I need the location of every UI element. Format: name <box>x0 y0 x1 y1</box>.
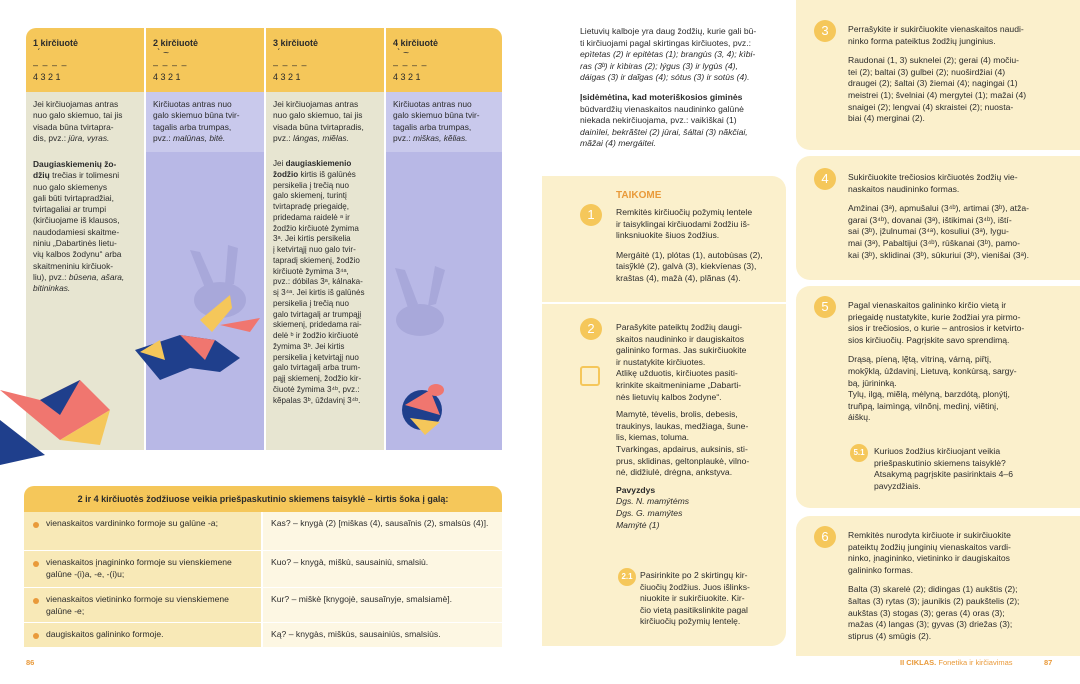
rule-cell <box>146 92 264 152</box>
line: Kirčiuotas antras nuo <box>153 99 232 109</box>
line: pvz.: dóbilas 3ᵃ, kálnaka- <box>273 277 363 287</box>
accent-mark: ˋ ~ <box>157 48 169 59</box>
line: čiuotė žymima 3⁴ᵇ, pvz.: <box>273 384 360 394</box>
line: pvz.: <box>153 132 174 143</box>
task-number: 3 <box>814 20 836 42</box>
line: galo tvirtagalį arba trum- <box>273 363 361 373</box>
digits: 4 3 2 1 <box>153 72 181 82</box>
taikome-label: TAIKOME <box>616 190 662 201</box>
line: truñpą, laimìngą, vilnõnį, medìnį, viẽtinį, <box>848 400 999 411</box>
line: lis, kiemas, toluma. <box>616 432 690 443</box>
line: žodžio kirčiuotė žymima <box>273 223 359 233</box>
divider <box>542 302 786 304</box>
line: Remkitės kirčiuočių požymių lentele <box>616 207 753 217</box>
line: delė ᵇ ir žodžio kirčiuotė <box>273 331 359 340</box>
line: taisỹklė (2), galvà (3), kiekvíenas (3), <box>616 261 757 272</box>
line: būdvardžių vienaskaitos naudininko galūnė <box>580 103 744 114</box>
line: tapradį skiemenį, žodžio <box>273 255 360 265</box>
line: kẽpalas 3ᵇ, ūždavinį 3⁴ᵇ. <box>273 395 361 405</box>
line: kraštas (4), mažà (4), plãnas (4). <box>616 272 741 283</box>
line: į ketvirtąjį nuo galo tvir- <box>273 245 356 254</box>
intro-text <box>580 26 780 150</box>
column-header <box>386 28 502 92</box>
line: dáigas (3) ir daĩgas (4); sótus (3) ir sotùs (4). <box>580 72 750 83</box>
line: linksniuokite šiuos žodžius. <box>616 230 720 241</box>
stress-shift-table <box>24 486 502 648</box>
line: aukštas (3) stogas (3); geras (4) oras (3); <box>848 607 1005 618</box>
table-row <box>24 588 502 623</box>
line: Dgs. G. mamýtes <box>616 507 683 518</box>
line: skaitmeniniu kirčiuok- <box>33 260 114 271</box>
line: Mamýtė (1) <box>616 519 660 530</box>
line: pvz.: <box>273 132 294 143</box>
task-5 <box>848 300 1070 424</box>
line: stiprus (4) smūgis (2). <box>848 630 932 641</box>
line: Jei kirčiuojamas antras <box>273 99 359 109</box>
column-header <box>26 28 144 92</box>
line: sai (3ᵇ), įžulnumai (3⁴ᵃ), kosuliui (3ᵃ), lygu- <box>848 226 1009 237</box>
bold-line: žodžio <box>273 169 299 179</box>
line: niuokite ir sukirčiuokite. Kir- <box>640 593 745 604</box>
line: galininko formas. <box>848 564 913 575</box>
line: Jei kirčiuojamas antras <box>33 99 119 109</box>
line: ir taisyklingai kirčiuodami žodžiu iš- <box>616 218 750 229</box>
line: (kirčiuojame iš klausos, <box>33 215 120 226</box>
task-3 <box>848 24 1070 125</box>
line: naskaitos naudininko formas. <box>848 183 960 194</box>
bold-line: daugiaskiemenio <box>285 159 352 168</box>
line: Jei <box>273 159 284 168</box>
example: miškas, kẽlias. <box>413 132 468 143</box>
line: áiškų. <box>848 412 871 423</box>
digits: 4 3 2 1 <box>33 72 61 82</box>
chapter-label: II CIKLAS. <box>900 658 937 667</box>
line: Pasirinkite po 2 skirtingų kir- <box>640 570 748 580</box>
line: nuo galo skiemenys <box>33 181 108 192</box>
line: sios ir trečiosios, o kurie – antrosios ir ketvirto- <box>848 323 1025 334</box>
line: nuo galo skiemuo, tai jis <box>273 110 363 121</box>
line: priegaidę nustatykite, kurie žodžiai yra pirmo- <box>848 311 1021 322</box>
line: tvirtagaliai ar trumpi <box>33 204 107 215</box>
task-number: 6 <box>814 526 836 548</box>
line: Kirčiuotas antras nuo <box>393 99 472 109</box>
line: tagalis arba trumpas, <box>393 121 472 132</box>
line: čio vietą pasitikslinkite pagal <box>640 604 748 615</box>
line: meistrei (1); švelniai (4) mergytei (1); mažai (4) <box>848 89 1027 100</box>
rule-example: Kuo? – knygà, miškù, sausainiù, smalsiù. <box>263 551 502 587</box>
line: biai (4) merginai (2). <box>848 113 925 124</box>
line: naudodamiesi skaitme- <box>33 226 120 237</box>
line: sį 3⁴ᵃ. Jei kirtis iš galūnės <box>273 288 365 297</box>
line: pąjį skiemenį, žodžio kir- <box>273 374 362 383</box>
accent-mark: ˊ <box>277 48 281 59</box>
rule-cell <box>26 92 144 152</box>
line: Įsidėmėtina, kad moteriškosios giminės <box>580 91 743 102</box>
line: nuo galo skiemuo, tai jis <box>33 110 123 121</box>
accent-mark: ˊ <box>37 48 41 59</box>
subtask-number: 5.1 <box>850 444 868 462</box>
line: 3ᵃ. Jei kirtis persikelia <box>273 234 351 244</box>
line: kirčiuočių požymių lentelę. <box>640 616 741 627</box>
example: jūra, vyras. <box>68 132 110 143</box>
line: epìtetas (2) ir epitètas (1); brangùs (3, 4); kìbi- <box>580 49 756 60</box>
dashes: – – – – <box>273 60 308 70</box>
line: galininko formas. Jas sukirčiuokite <box>616 345 747 356</box>
line: galo tvirtagalį ar trumpąjį <box>273 309 362 319</box>
line: ninko, įnagininko, vietininko ir daugiskaitos <box>848 553 1010 564</box>
line: Atlikę užduotis, kirčiuotes pasiti- <box>616 368 738 379</box>
line: trečias ir tolimesni <box>52 170 120 181</box>
line: Remkitės nurodyta kirčiuote ir sukirčiuokite <box>848 530 1011 540</box>
line: tagalis arba trumpas, <box>153 121 232 132</box>
line: skiemenį, pridedama rai- <box>273 320 362 330</box>
table-row <box>24 623 502 648</box>
line: Atsakymą pagrįskite pasirinktais 4–6 <box>874 469 1013 480</box>
line: pateiktų žodžių junginių vienaskaitos vardi- <box>848 541 1011 552</box>
dashes: – – – – <box>33 60 68 70</box>
line: mažas (4) langas (3); gyvas (3) driežas (3); <box>848 619 1013 630</box>
line: ninko forma pateiktus žodžių junginius. <box>848 35 996 46</box>
line: Perrašykite ir sukirčiuokite vienaskaitos naudi- <box>848 24 1024 34</box>
task-number: 5 <box>814 296 836 318</box>
line: Sukirčiuokite trečiosios kirčiuotės žodžių vie- <box>848 172 1018 182</box>
rule-cell <box>266 92 384 152</box>
task-2 <box>616 322 784 531</box>
line: persikelia į trečią nuo <box>273 298 350 308</box>
task-1 <box>616 207 784 285</box>
line: Amžinai (3ᵃ), apmušalui (3⁴ᵇ), artimai (3ᵇ), atža- <box>848 203 1030 214</box>
line: kai (3ᵇ), sklidinai (3ᵇ), sūkuriui (3ᵇ), vienišai (3ᵃ). <box>848 249 1030 260</box>
line: dainìlei, bekrãštei (2) jūrai, šáltai (3) nãkčiai, <box>580 126 748 137</box>
example: būsena, ašara, <box>68 271 125 282</box>
dashes: – – – – <box>393 60 428 70</box>
line: mãžai (4) mergáitei. <box>580 138 656 149</box>
line: Dgs. N. mamýtėms <box>616 496 690 507</box>
line: persikelia į ketvirtąjį nuo <box>273 352 359 362</box>
rule-text: vienaskaitos vietininko formoje su vienskiemene galūne -e; <box>24 588 261 622</box>
line: Mamytė, tėvelis, brolis, debesis, <box>616 409 738 420</box>
digits: 4 3 2 1 <box>273 72 301 82</box>
line: traukinys, laukas, medžiaga, šune- <box>616 420 749 431</box>
line: niekada nekirčiuojama, pvz.: vaikìškai (1) <box>580 115 737 126</box>
line: skaitos naudininko ir daugiskaitos <box>616 333 745 344</box>
rabbit-shadow-icon <box>190 245 445 336</box>
table-row <box>24 512 502 551</box>
rule-cell <box>386 92 502 152</box>
line: kirčiuotė žymima 3⁴ᵃ, <box>273 266 349 276</box>
bold-line: džių <box>33 170 50 181</box>
task-6 <box>848 530 1070 642</box>
line: tvirtapradę priegaidę, <box>273 202 350 211</box>
line: Mergáitė (1), plótas (1), autobùsas (2), <box>616 249 763 260</box>
accent-mark: ˋ ~ <box>397 48 409 59</box>
column-title: 1 kirčiuotė <box>33 38 79 48</box>
chapter-title: Fonetika ir kirčiavimas <box>938 658 1013 667</box>
line: mokỹklą, ùždavinį, Lietuvą, konkùrsą, sargy- <box>848 365 1017 376</box>
line: ras (3ᵇ) ir kìbiras (2); lýgus (3) ir lygùs (4), <box>580 60 738 71</box>
line: nės lietuvių kalbos žodyne“. <box>616 391 722 402</box>
line: Balta (3) skarelė (2); didingas (1) aukštis (2); <box>848 584 1018 595</box>
example: lángas, miẽlas. <box>293 132 349 143</box>
line: dis, pvz.: <box>33 132 69 143</box>
task-number: 4 <box>814 168 836 190</box>
line: Tylų, ilgą, miẽlą, mėlyną, barzdótą, plonýtį, <box>848 389 1010 400</box>
table-heading: 2 ir 4 kirčiuotės žodžiuose veikia priešpaskutinio skiemens taisyklė – kirtis šoka į galą: <box>24 486 502 512</box>
dashes: – – – – <box>153 60 188 70</box>
line: draugei (2); šaltai (3) žiemai (4); nagingai (1) <box>848 78 1018 89</box>
line: galo skiemuo būna tvir- <box>393 110 480 121</box>
rule-text: vienaskaitos vardininko formoje su galūne -a; <box>24 512 261 550</box>
task-5-1 <box>874 446 1070 492</box>
line: kirtis iš galūnės <box>300 169 356 179</box>
line: Kuriuos žodžius kirčiuojant veikia <box>874 446 1001 456</box>
line: ir nustatykite kirčiuotes. <box>616 356 706 367</box>
subtask-number: 2.1 <box>618 568 636 586</box>
line: tei (2); baltai (3) gulbei (2); nuoširdžiai (4) <box>848 66 1006 77</box>
line: visada būna tvirtapra- <box>33 121 114 132</box>
table-row <box>24 551 502 588</box>
line: Lietuvių kalboje yra daug žodžių, kurie gali bū- <box>580 26 757 36</box>
line: mai (3ᵃ), Pabaltijui (3⁴ᵇ), rūškanai (3ᵇ), pamo- <box>848 237 1020 248</box>
fox-tail-icon <box>0 380 110 465</box>
chapter-footer <box>900 658 1013 667</box>
rule-example: Kur? – miškè [knygojè, sausaĩnyje, smalsiamè]. <box>263 588 502 622</box>
digital-resource-icon <box>580 366 600 386</box>
task-number: 2 <box>580 318 602 340</box>
rule-text: vienaskaitos įnagininko formoje su vienskiemene galūne -(i)a, -e, -(i)u; <box>24 551 261 587</box>
line: niniu „Dabartinės lietu- <box>33 238 117 249</box>
task-number: 1 <box>580 204 602 226</box>
line: gali būti tvirtapradžiai, <box>33 192 114 203</box>
line: Parašykite pateiktų žodžių daugi- <box>616 322 743 332</box>
line: sios kirčiuočių. Pagrįskite savo sprendimą. <box>848 334 1010 345</box>
sitting-rabbit-icon <box>402 384 444 435</box>
digits: 4 3 2 1 <box>393 72 421 82</box>
line: priešpaskutinio skiemens taisyklė? <box>874 457 1006 468</box>
line: krinkite skaitmeniniame „Dabarti- <box>616 379 742 390</box>
line: vių kalbos žodynu“ arba <box>33 249 122 260</box>
line: čiuočių žodžius. Juos išlinks- <box>640 581 750 592</box>
rule-example: Ką? – knygàs, miškùs, sausainiùs, smalsiùs. <box>263 623 502 647</box>
line: galo skiemenį, turintį <box>273 191 347 201</box>
rule-example: Kas? – knygà (2) [miškas (4), sausaĩnis (2), smalsùs (4)]. <box>263 512 502 550</box>
line: šaltas (3) rytas (3); jaunikis (2) paukštelis (2); <box>848 595 1020 606</box>
rule-text: daugiskaitos galininko formoje. <box>24 623 261 647</box>
column-header <box>146 28 264 92</box>
line: pridedama raidelė ᵃ ir <box>273 212 350 222</box>
column-title: 4 kirčiuotė <box>393 38 439 48</box>
column-title: 3 kirčiuotė <box>273 38 319 48</box>
line: bą, jūrininką. <box>848 377 897 388</box>
page-number-left: 86 <box>26 658 35 667</box>
example: malūnas, bitė. <box>173 132 226 143</box>
example-label: Pavyzdys <box>616 484 656 495</box>
line: žymima 3ᵇ. Jei kirtis <box>273 341 345 351</box>
line: pavyzdžiais. <box>874 480 921 491</box>
line: Pagal vienaskaitos galininko kirčio vietą ir <box>848 300 1007 310</box>
bold-line: Daugiaskiemenių žo- <box>33 159 117 169</box>
task-4 <box>848 172 1074 261</box>
task-2-1 <box>640 570 780 628</box>
line: prus, sklidinas, geltonplaukė, vilno- <box>616 455 750 466</box>
line: ti kirčiuojami pagal skirtingas kirčiuotes, pvz.: <box>580 37 751 48</box>
line: garai (3⁴ᵇ), dovanai (3ᵃ), ištikimai (3⁴ᵇ), iští- <box>848 214 1012 225</box>
line: liu), pvz.: <box>33 271 69 282</box>
line: snaigei (2); lengvai (4) skraistei (2); nuosta- <box>848 101 1014 112</box>
column-title: 2 kirčiuotė <box>153 38 199 48</box>
page-number-right: 87 <box>1044 658 1053 667</box>
line: Tvarkingas, apdairus, auksinis, sti- <box>616 443 748 454</box>
line: Raudonai (1, 3) suknelei (2); gerai (4) močiu- <box>848 55 1019 66</box>
line: persikelia į trečią nuo <box>273 180 350 190</box>
rabbit-illustration <box>0 240 502 480</box>
line: Drąsą, píeną, lę̃tą, vìtriną, várną, piřtį, <box>848 354 992 365</box>
line: pvz.: <box>393 132 414 143</box>
line: galo skiemuo būna tvir- <box>153 110 240 121</box>
example: bitininkas. <box>33 283 71 294</box>
line: visada būna tvirtapradis, <box>273 121 364 132</box>
column-header <box>266 28 384 92</box>
line: nė, didžiulė, drėgna, ankstyva. <box>616 467 733 478</box>
